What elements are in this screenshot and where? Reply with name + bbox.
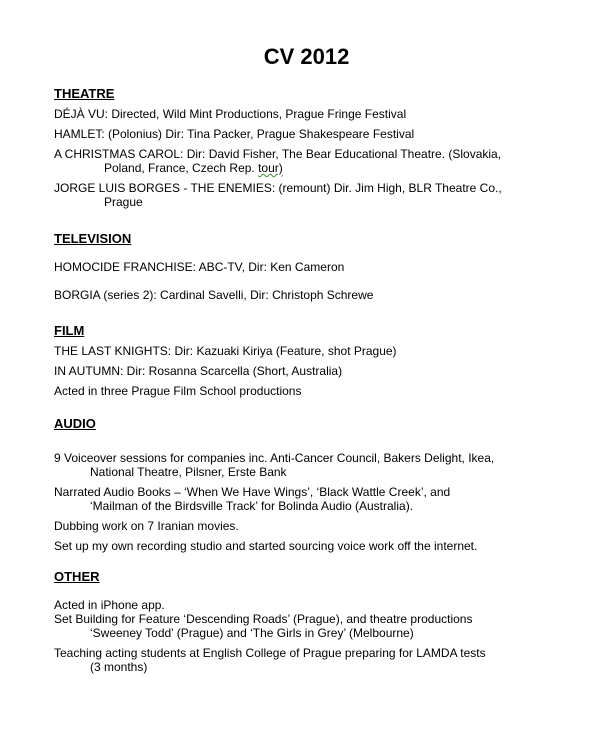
christmas-carol-tour: tour) [258,161,283,175]
film-item-in-autumn: IN AUTUMN: Dir: Rosanna Scarcella (Short, Australia) [54,364,343,378]
audio-item-voiceover [54,451,554,479]
set-building-line-1: Set Building for Feature ‘Descending Roads’ (Prague), and theatre productions [54,612,473,626]
film-item-last-knights: THE LAST KNIGHTS: Dir: Kazuaki Kiriya (Feature, shot Prague) [54,344,397,358]
teaching-line-2: (3 months) [90,660,148,674]
page-title: CV 2012 [263,44,350,69]
voiceover-line-2: National Theatre, Pilsner, Erste Bank [90,465,287,479]
theatre-item-deja-vu: DÉJÀ VU: Directed, Wild Mint Productions, Prague Fringe Festival [54,107,407,121]
theatre-item-christmas-carol [54,147,554,175]
section-heading-theatre: THEATRE [54,86,115,101]
section-heading-film: FILM [54,323,85,338]
christmas-carol-line-2 [54,161,554,175]
section-heading-other: OTHER [54,569,100,584]
section-heading-television: TELEVISION [54,231,132,246]
christmas-carol-countries: Poland, France, Czech Rep. [104,161,259,175]
film-item-film-school: Acted in three Prague Film School productions [54,384,302,398]
christmas-carol-line-1: A CHRISTMAS CAROL: Dir: David Fisher, The Bear Educational Theatre. (Slovakia, [54,147,502,161]
audio-item-dubbing: Dubbing work on 7 Iranian movies. [54,519,239,533]
other-item-teaching [54,646,554,674]
borges-line-1: JORGE LUIS BORGES - THE ENEMIES: (remount) Dir. Jim High, BLR Theatre Co., [54,181,502,195]
borges-line-2: Prague [104,195,143,209]
audio-books-line-1: Narrated Audio Books – ‘When We Have Wings’, ‘Black Wattle Creek’, and [54,485,451,499]
audio-books-line-2: ‘Mailman of the Birdsville Track’ for Bolinda Audio (Australia). [90,499,414,513]
other-item-set-building [54,612,554,640]
television-item-borgia: BORGIA (series 2): Cardinal Savelli, Dir: Christoph Schrewe [54,288,374,302]
television-item-homocide: HOMOCIDE FRANCHISE: ABC-TV, Dir: Ken Cameron [54,260,345,274]
voiceover-line-1: 9 Voiceover sessions for companies inc. Anti-Cancer Council, Bakers Delight, Ikea, [54,451,495,465]
theatre-item-borges [54,181,554,209]
set-building-line-2: ‘Sweeney Todd’ (Prague) and ‘The Girls in Grey’ (Melbourne) [90,626,414,640]
audio-item-studio: Set up my own recording studio and started sourcing voice work off the internet. [54,539,478,553]
other-item-iphone-app: Acted in iPhone app. [54,598,165,612]
theatre-item-hamlet: HAMLET: (Polonius) Dir: Tina Packer, Prague Shakespeare Festival [54,127,415,141]
teaching-line-1: Teaching acting students at English College of Prague preparing for LAMDA tests [54,646,486,660]
section-heading-audio: AUDIO [54,416,96,431]
audio-item-audio-books [54,485,554,513]
